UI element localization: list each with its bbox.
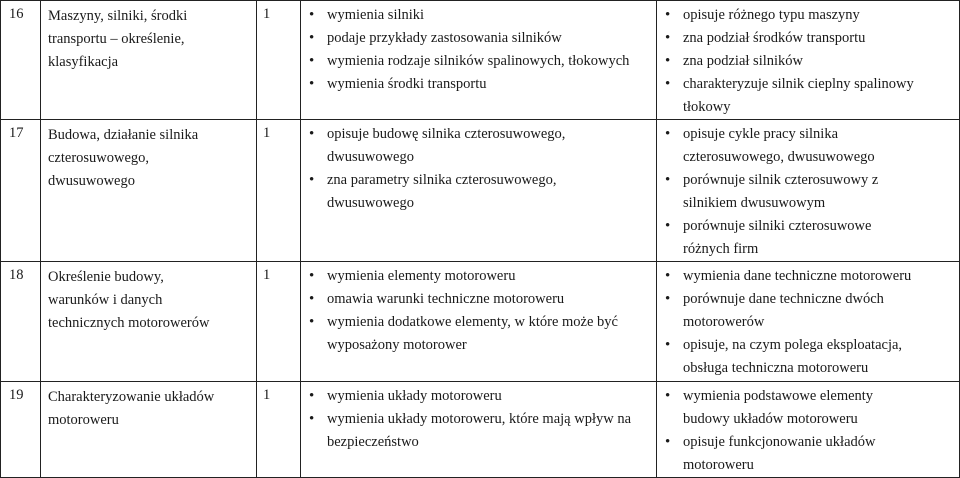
lesson-number: 17 <box>9 125 24 141</box>
requirement-text: • opisuje, na czym polega eksploatacja, <box>683 337 903 353</box>
topic-line: dwusuwowego <box>48 173 135 189</box>
table-row <box>1 120 960 262</box>
requirement-text: dwusuwowego <box>327 149 414 165</box>
requirement-text: • wymienia układy motoroweru, które mają wpływ na <box>327 411 632 427</box>
requirement-text: wyposażony motorower <box>327 337 467 353</box>
requirement-text: • wymienia rodzaje silników spalinowych, tłokowych <box>327 53 630 69</box>
requirement-item <box>306 385 652 408</box>
extended-requirements-list <box>662 123 955 261</box>
basic-requirements-cell <box>301 120 657 262</box>
lesson-number-cell <box>1 120 41 262</box>
requirement-text: • wymienia układy motoroweru <box>327 388 502 404</box>
requirement-text: obsługa techniczna motoroweru <box>683 360 869 376</box>
requirement-text: • porównuje silnik czterosuwowy z <box>683 172 879 188</box>
extended-requirements-list <box>662 385 955 477</box>
requirement-text: • wymienia środki transportu <box>327 76 487 92</box>
extended-requirements-list <box>662 265 955 380</box>
requirement-item <box>306 4 652 27</box>
requirement-text: • porównuje dane techniczne dwóch <box>683 291 884 307</box>
requirement-item <box>306 50 652 73</box>
requirement-text: • podaje przykłady zastosowania silników <box>327 30 562 46</box>
requirement-text: motorowerów <box>683 314 765 330</box>
topic-line: Budowa, działanie silnika <box>48 127 199 143</box>
topic-cell <box>41 382 257 478</box>
basic-requirements-list <box>306 385 652 454</box>
lesson-number-cell <box>1 382 41 478</box>
requirement-item <box>662 50 955 73</box>
requirement-text: tłokowy <box>683 99 731 115</box>
hours-value: 1 <box>263 387 271 403</box>
requirement-item <box>662 288 955 334</box>
requirement-text: • opisuje budowę silnika czterosuwowego, <box>327 126 566 142</box>
requirement-item <box>306 169 652 215</box>
requirement-item <box>662 334 955 380</box>
requirement-text: • zna podział silników <box>683 53 804 69</box>
hours-cell <box>257 262 301 382</box>
requirement-text: budowy układów motoroweru <box>683 411 858 427</box>
requirement-text: • charakteryzuje silnik cieplny spalinowy <box>683 76 914 92</box>
requirement-item <box>306 265 652 288</box>
basic-requirements-cell <box>301 382 657 478</box>
topic-line: klasyfikacja <box>48 54 119 70</box>
basic-requirements-list <box>306 123 652 215</box>
lesson-number: 18 <box>9 267 24 283</box>
hours-cell <box>257 382 301 478</box>
requirement-text: • wymienia elementy motoroweru <box>327 268 516 284</box>
requirement-text: • wymienia silniki <box>327 7 425 23</box>
requirement-text: motoroweru <box>683 457 754 473</box>
basic-requirements-cell <box>301 1 657 120</box>
requirement-text: • zna podział środków transportu <box>683 30 866 46</box>
requirement-item <box>306 311 652 357</box>
table-row <box>1 262 960 382</box>
topic-line: motoroweru <box>48 412 119 428</box>
requirement-item <box>662 73 955 119</box>
requirement-text: • wymienia dodatkowe elementy, w które może być <box>327 314 618 330</box>
topic-line: czterosuwowego, <box>48 150 150 166</box>
requirement-item <box>662 4 955 27</box>
requirement-text: • wymienia podstawowe elementy <box>683 388 874 404</box>
topic-cell <box>41 1 257 120</box>
requirement-item <box>306 408 652 454</box>
topic-line: technicznych motorowerów <box>48 315 210 331</box>
hours-value: 1 <box>263 125 271 141</box>
requirement-text: czterosuwowego, dwusuwowego <box>683 149 875 165</box>
basic-requirements-list <box>306 4 652 96</box>
extended-requirements-list <box>662 4 955 119</box>
hours-cell <box>257 1 301 120</box>
extended-requirements-cell <box>657 120 960 262</box>
requirement-text: • opisuje funkcjonowanie układów <box>683 434 876 450</box>
requirement-text: • opisuje cykle pracy silnika <box>683 126 839 142</box>
table-row <box>1 382 960 478</box>
basic-requirements-list <box>306 265 652 357</box>
topic-line: Maszyny, silniki, środki <box>48 8 188 24</box>
hours-value: 1 <box>263 6 271 22</box>
extended-requirements-cell <box>657 382 960 478</box>
topic-cell <box>41 120 257 262</box>
basic-requirements-cell <box>301 262 657 382</box>
topic-line: Charakteryzowanie układów <box>48 389 215 405</box>
lesson-number-cell <box>1 1 41 120</box>
requirement-text: • omawia warunki techniczne motoroweru <box>327 291 565 307</box>
requirement-item <box>306 123 652 169</box>
topic-line: Określenie budowy, <box>48 269 164 285</box>
requirement-item <box>662 431 955 477</box>
extended-requirements-cell <box>657 262 960 382</box>
requirement-text: silnikiem dwusuwowym <box>683 195 826 211</box>
requirement-text: bezpieczeństwo <box>327 434 419 450</box>
lesson-number: 19 <box>9 387 24 403</box>
topic-line: warunków i danych <box>48 292 163 308</box>
extended-requirements-cell <box>657 1 960 120</box>
requirement-item <box>662 215 955 261</box>
requirement-text: • opisuje różnego typu maszyny <box>683 7 860 23</box>
requirement-item <box>662 169 955 215</box>
lesson-number-cell <box>1 262 41 382</box>
topic-line: transportu – określenie, <box>48 31 185 47</box>
requirement-item <box>306 73 652 96</box>
requirement-text: różnych firm <box>683 241 759 257</box>
requirement-item <box>662 385 955 431</box>
lesson-number: 16 <box>9 6 24 22</box>
requirement-text: • zna parametry silnika czterosuwowego, <box>327 172 557 188</box>
requirement-text: dwusuwowego <box>327 195 414 211</box>
requirement-text: • wymienia dane techniczne motoroweru <box>683 268 912 284</box>
topic-cell <box>41 262 257 382</box>
requirement-item <box>662 27 955 50</box>
table-row <box>1 1 960 120</box>
requirement-item <box>662 123 955 169</box>
hours-cell <box>257 120 301 262</box>
requirement-item <box>306 27 652 50</box>
requirement-item <box>306 288 652 311</box>
hours-value: 1 <box>263 267 271 283</box>
requirement-text: • porównuje silniki czterosuwowe <box>683 218 872 234</box>
requirement-item <box>662 265 955 288</box>
